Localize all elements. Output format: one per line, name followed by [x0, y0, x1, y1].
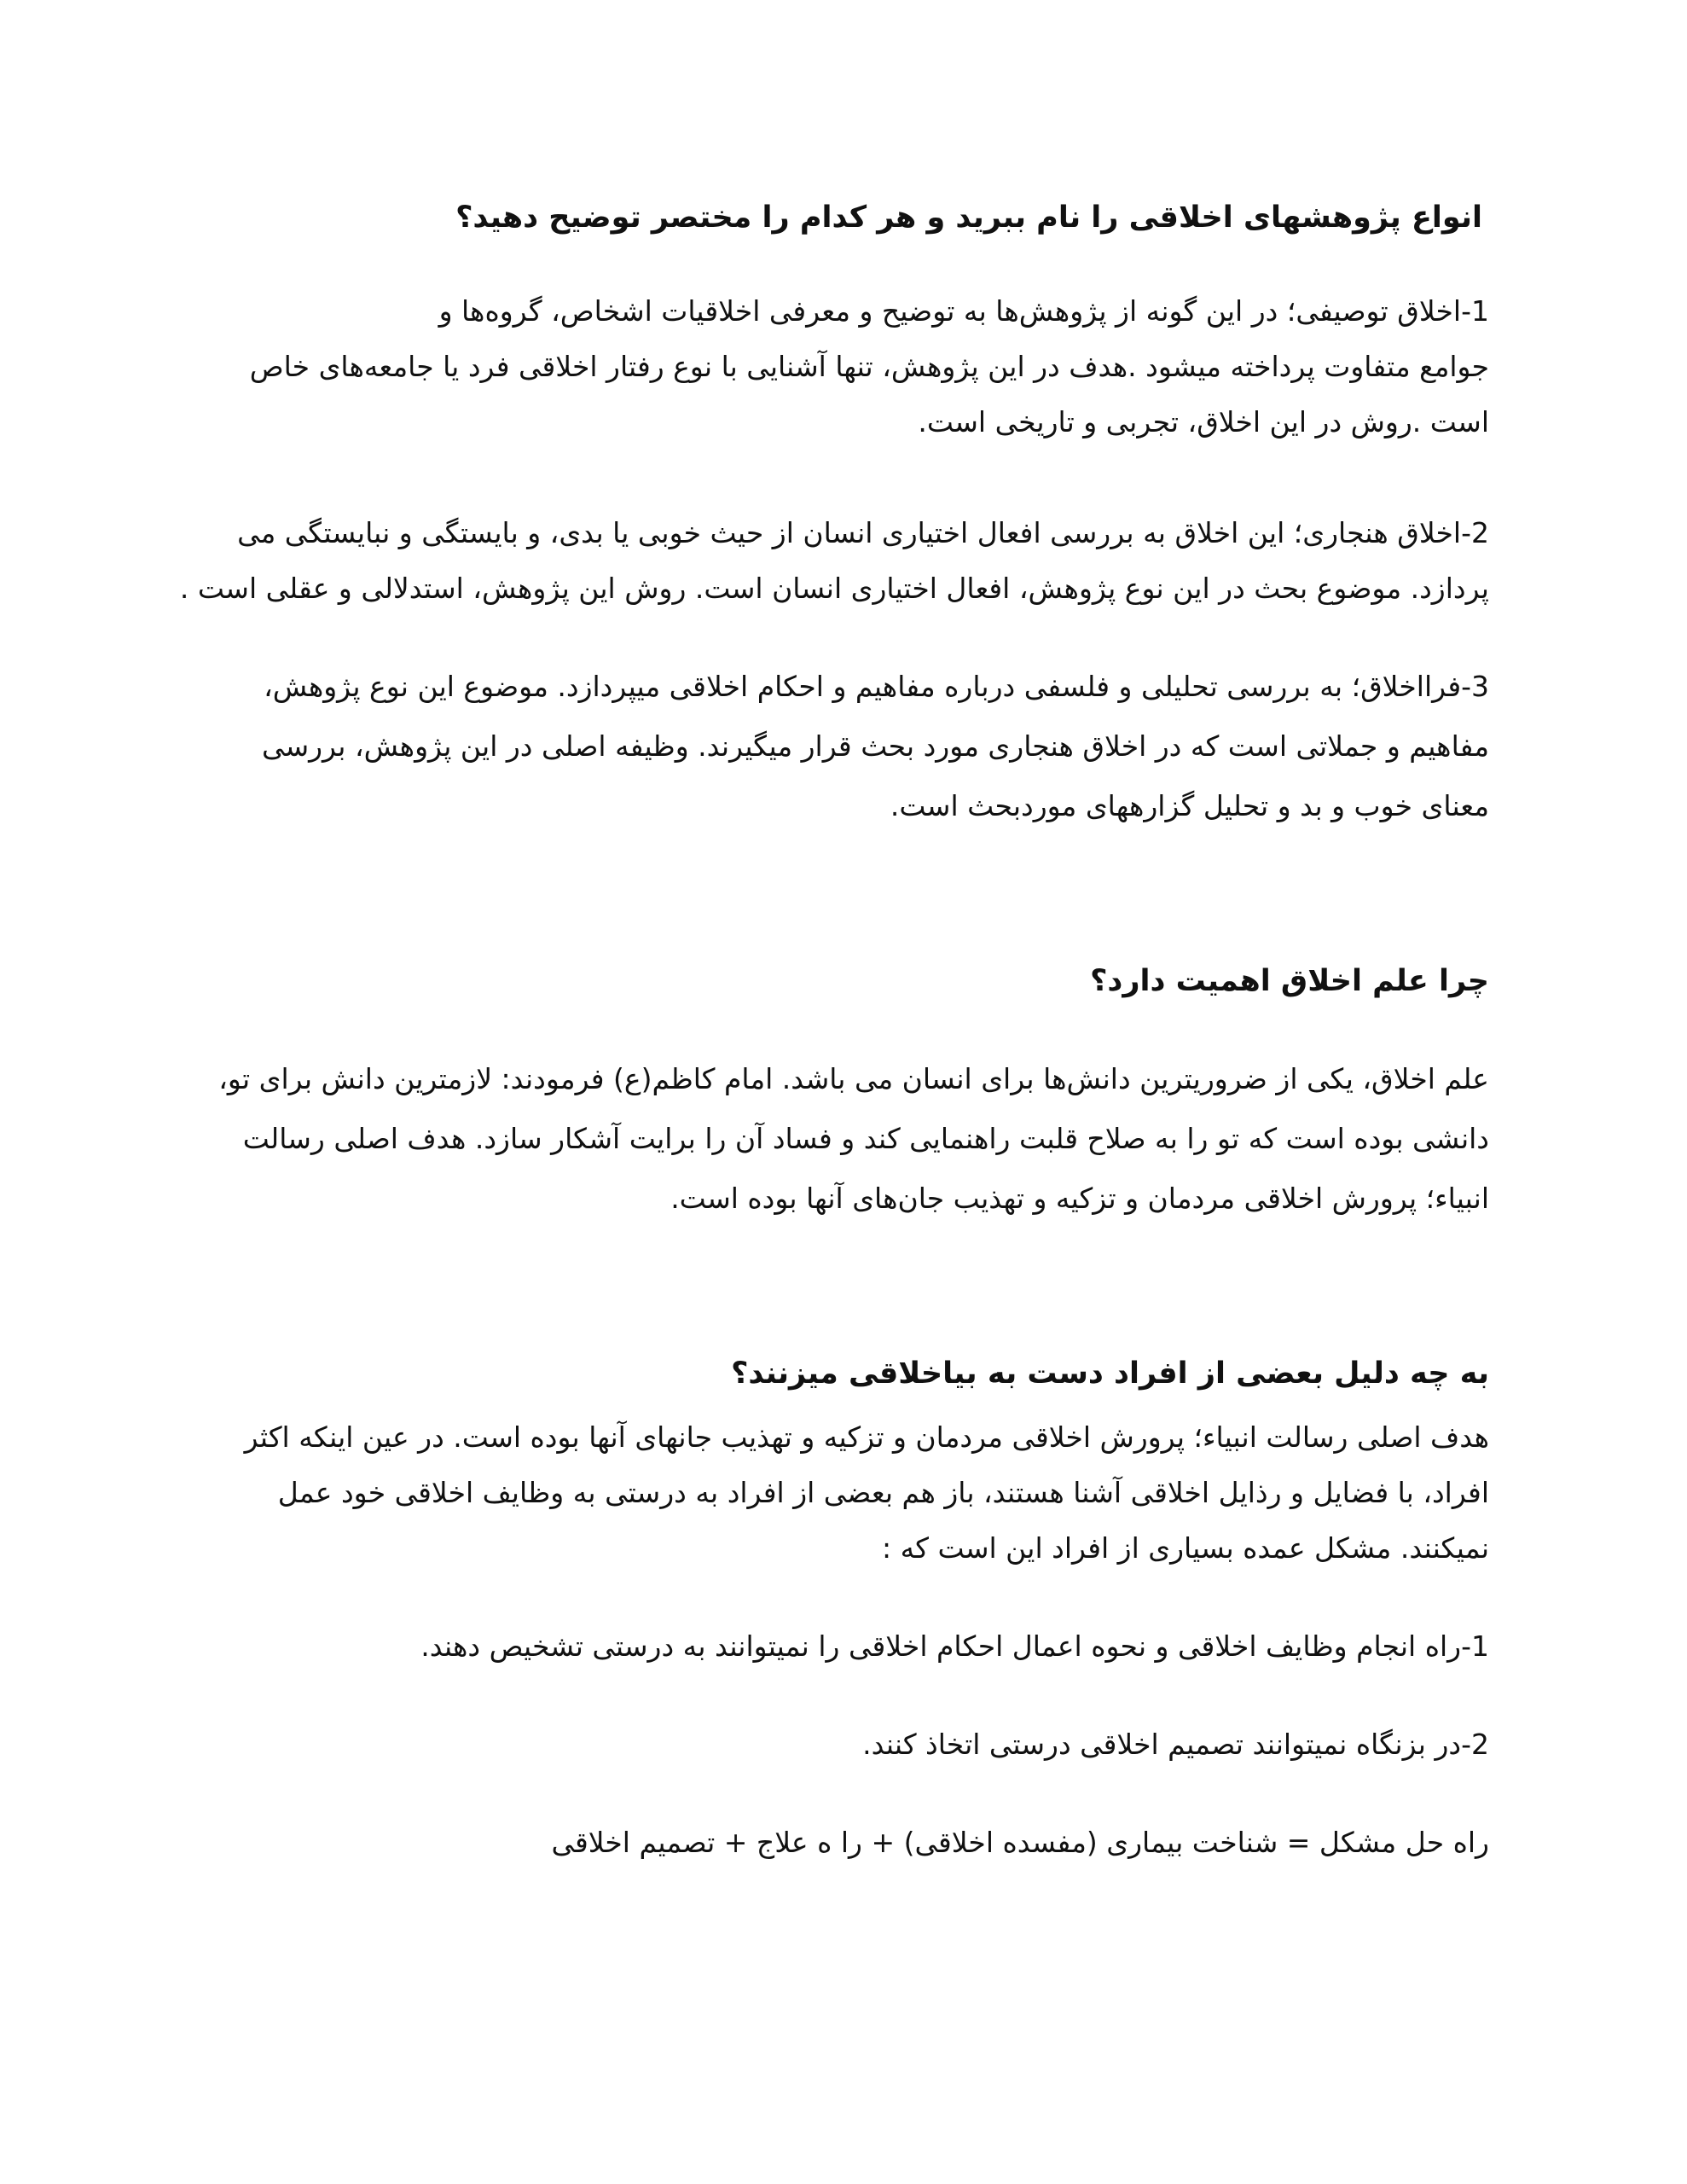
section-heading: چرا علم اخلاق اهمیت دارد؟: [1090, 964, 1489, 998]
paragraph-line: معنای خوب و بد و تحلیل گزارههای موردبحث است.: [890, 789, 1489, 822]
paragraph-line: نمیکنند. مشکل عمده بسیاری از افراد این است که :: [881, 1531, 1489, 1565]
paragraph-line: علم اخلاق، یکی از ضروریترین دانش‌ها برای انسان می باشد. امام کاظم(ع) فرمودند: لازمترین دانش برای تو،: [218, 1062, 1489, 1095]
section-heading: انواع پژوهشهای اخلاقی را نام ببرید و هر کدام را مختصر توضیح دهید؟: [455, 200, 1482, 235]
paragraph-line: انبیاء؛ پرورش اخلاقی مردمان و تزکیه و تهذیب جان‌های آنها بوده است.: [670, 1182, 1489, 1215]
paragraph-line: 1-اخلاق توصیفی؛ در این گونه از پژوهش‌ها به توضیح و معرفی اخلاقیات اشخاص، گروه‌ها و: [438, 294, 1489, 328]
paragraph-line: است .روش در این اخلاق، تجربی و تاریخی است.: [918, 405, 1489, 439]
paragraph-line: افراد، با فضایل و رذایل اخلاقی آشنا هستند، باز هم بعضی از افراد به درستی به وظایف اخلاقی خود عمل: [277, 1476, 1489, 1509]
list-item: 1-راه انجام وظایف اخلاقی و نحوه اعمال احکام اخلاقی را نمیتوانند به درستی تشخیص دهند.: [420, 1629, 1489, 1663]
paragraph-line: دانشی بوده است که تو را به صلاح قلبت راهنمایی کند و فساد آن را برایت آشکار سازد. هدف اصلی رسالت: [242, 1122, 1489, 1155]
list-item: 2-در بزنگاه نمیتوانند تصمیم اخلاقی درستی اتخاذ کنند.: [862, 1728, 1489, 1761]
section-heading: به چه دلیل بعضی از افراد دست به بیاخلاقی میزنند؟: [731, 1356, 1489, 1391]
formula-line: راه حل مشکل = شناخت بیماری (مفسده اخلاقی) + را ه علاج + تصمیم اخلاقی: [551, 1826, 1489, 1859]
paragraph-line: 3-فرااخلاق؛ به بررسی تحلیلی و فلسفی درباره مفاهیم و احکام اخلاقی میپردازد. موضوع این نوع پژوهش،: [264, 670, 1489, 703]
paragraph-line: 2-اخلاق هنجاری؛ این اخلاق به بررسی افعال اختیاری انسان از حیث خوبی یا بدی، و بایستگی و نبایستگی می: [237, 516, 1489, 549]
paragraph-line: مفاهیم و جملاتی است که در اخلاق هنجاری مورد بحث قرار میگیرند. وظیفه اصلی در این پژوهش، بررسی: [261, 729, 1489, 763]
paragraph-line: پردازد. موضوع بحث در این نوع پژوهش، افعال اختیاری انسان است. روش این پژوهش، استدلالی و عقلی است .: [179, 572, 1489, 605]
paragraph-line: هدف اصلی رسالت انبیاء؛ پرورش اخلاقی مردمان و تزکیه و تهذیب جانهای آنها بوده است. در عین اینکه اکثر: [244, 1420, 1489, 1454]
paragraph-line: جوامع متفاوت پرداخته میشود .هدف در این پژوهش، تنها آشنایی با نوع رفتار اخلاقی فرد یا جامعه‌های خاص: [249, 350, 1489, 383]
